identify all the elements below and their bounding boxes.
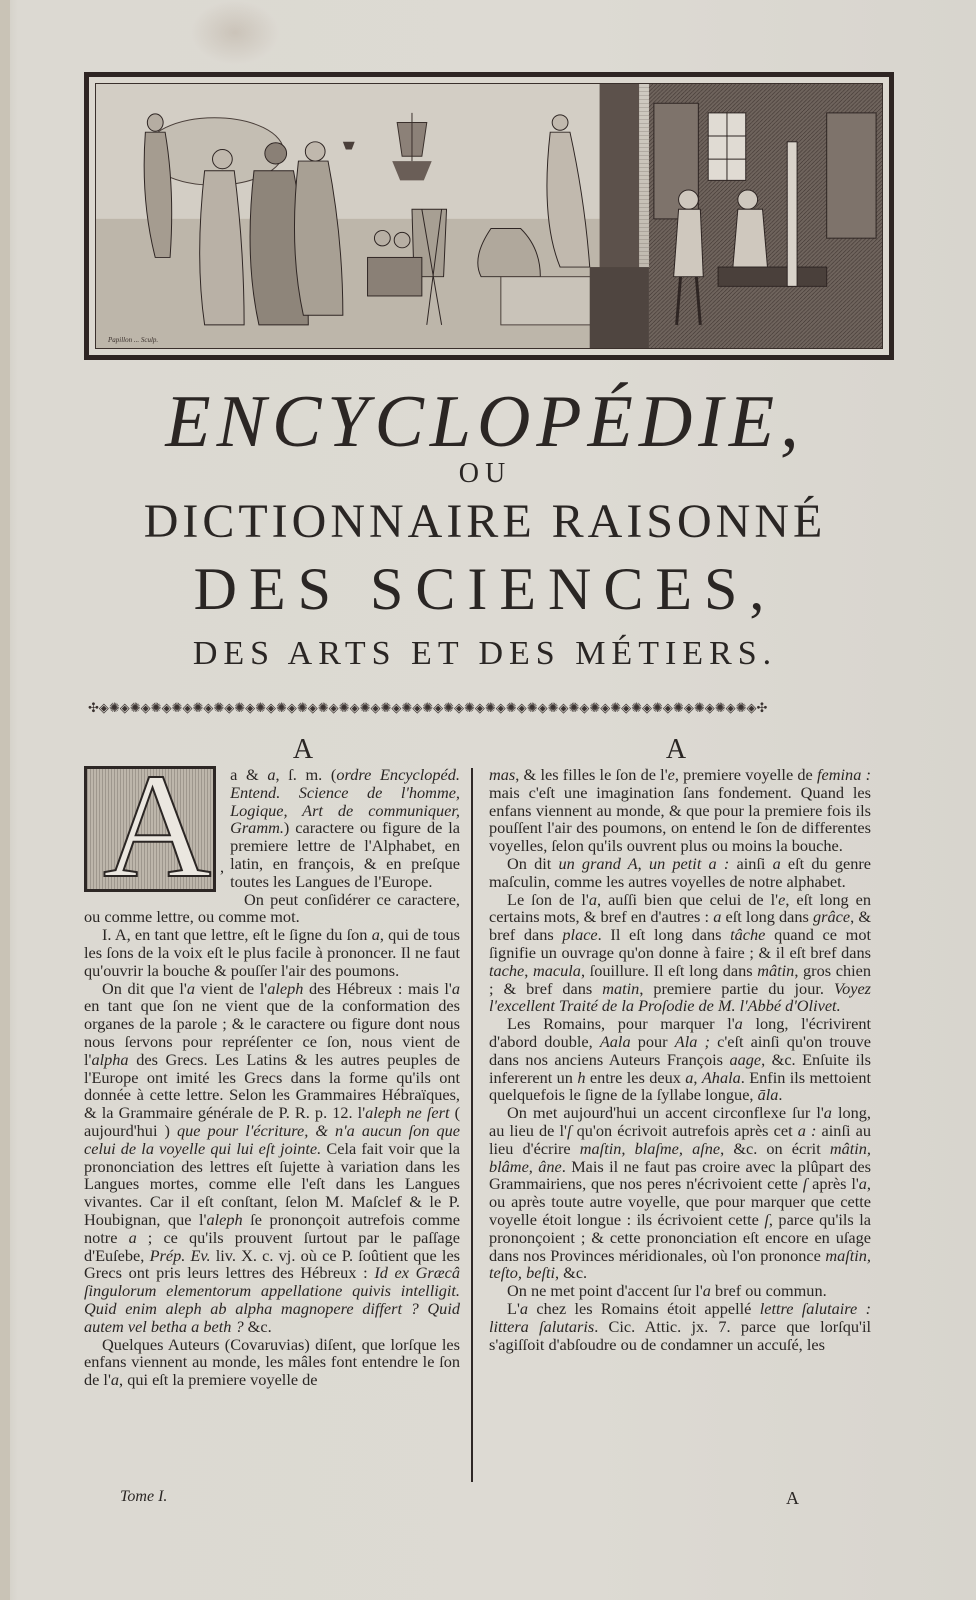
- dropcap-woodcut: [84, 766, 216, 892]
- paragraph: I. A, en tant que lettre, eſt le ſigne du ſon a, qui de tous les ſons de la voix eſt le plus facile à prononcer. Il ne faut qu'ouvrir la bouche & pouſſer l'air des poumons.: [84, 925, 460, 980]
- paragraph: On peut conſidérer ce caractere, ou comme lettre, ou comme mot.: [84, 889, 460, 927]
- engraving-illustration-icon: [96, 84, 882, 348]
- engraving-image: [95, 83, 883, 349]
- paragraph: On met aujourd'hui un accent circonflexe ſur l'a long, au lieu de l'ſ qu'on écrivoit autrefois après cet a : ainſi au lieu d'écrire maſtin, blaſme, aſne, &c. on écrit mâtin, blâme, âne. Mais il ne faut pas croire avec la plûpart des Grammairiens, que nos peres n'écrivoient cette ſ après l'a, ou après toute autre voyelle, que pour marquer que cette voyelle étoit longue : ils écrivoient cette ſ, parce qu'ils la prononçoient ; & cette prononciation eſt encore en uſage dans nos Provinces méridionales, où l'on prononce maſtin, teſto, beſti, &c.: [489, 1103, 872, 1283]
- title-des-sciences: DES SCIENCES,: [193, 556, 777, 622]
- title-des-arts: DES ARTS ET DES MÉTIERS.: [192, 635, 778, 672]
- left-column: [84, 766, 460, 1389]
- paragraph: Les Romains, pour marquer l'a long, l'écrivirent d'abord double, Aala pour Ala ; c'eſt ainſi qu'on trouve dans nos anciens Auteurs François aage, &c. Enſuite ils infererent un h entre les deux a, Ahala. Enfin ils mettoient quelquefois le ſigne de la ſyllabe longue, āla.: [489, 1014, 872, 1105]
- title-dictionnaire: DICTIONNAIRE RAISONNÉ: [143, 495, 827, 548]
- right-column: [489, 766, 871, 1353]
- paragraph: On dit un grand A, un petit a : ainſi a eſt du genre maſculin, comme les autres voyelles de notre alphabet.: [489, 853, 872, 891]
- paragraph: On dit que l'a vient de l'aleph des Hébreux : mais l'a en tant que ſon ne vient que de la conformation des organes de la parole ; & le caractere ou figure dont nous nous ſervons pour repréſenter ce ſon, nous vient de l'alpha des Grecs. Les Latins & les autres peuples de l'Europe ont imité les Grecs dans la forme qu'ils ont donnée à cette lettre. Selon les Grammaires Hébraïques, & la Grammaire générale de P. R. p. 12. l'aleph ne ſert ( aujourd'hui ) que pour l'écriture, & n'a aucun ſon que celui de la voyelle qui lui eſt jointe. Cela fait voir que la prononciation des lettres eſt ſujette à variation dans les Langues mortes, comme elle l'eſt dans les Langues vivantes. Car il eſt conſtant, ſelon M. Maſclef & le P. Houbignan, que l'aleph ſe prononçoit autrefois comme notre a ; ce qu'ils prouvent ſurtout par le paſſage d'Euſebe, Prép. Ev. liv. X. c. vj. où ce P. ſoûtient que les Grecs ont pris leurs lettres des Hébreux : Id ex Græcâ ſingulorum elementorum appellatione quivis intelligit. Quid enim aleph ab alpha magnopere differt ? Quid autem vel betha a beth ? &c.: [84, 978, 461, 1336]
- dropcap-comma: ,: [220, 857, 225, 876]
- title-ou: OU: [458, 458, 512, 489]
- dropcap-letter: A: [103, 766, 212, 892]
- column-divider: [471, 768, 473, 1482]
- engraver-credit: Papillon ... Sculp.: [108, 336, 159, 344]
- left-column-header: A: [292, 734, 314, 765]
- entry-a-definition: a & a, ſ. m. (ordre Encyclopéd. Entend. Science de l'homme, Logique, Art de communiquer, Gramm.) caractere ou figure de la premiere lettre de l'Alphabet, en latin, en françois, & en preſque toutes les Langues de l'Europe.: [230, 765, 460, 891]
- paragraph: On ne met point d'accent ſur l'a bref ou commun.: [507, 1281, 827, 1301]
- volume-label: Tome I.: [120, 1488, 168, 1505]
- signature-mark: A: [786, 1488, 799, 1508]
- paragraph: Quelques Auteurs (Covaruvias) diſent, que lorſque les enfans viennent au monde, les mâles font entendre le ſon de l'a, qui eſt la premiere voyelle de: [84, 1334, 460, 1390]
- ornamental-rule: ✣◈✺◈✺◈✺◈✺◈✺◈✺◈✺◈✺◈✺◈✺◈✺◈✺◈✺◈✺◈✺◈✺◈✺◈✺◈✺◈✺◈✺◈✺◈✺◈✺◈✺◈✺◈✺◈✺◈✺◈✺◈✺◈✣: [88, 700, 768, 715]
- paragraph: L'a chez les Romains étoit appellé lettre ſalutaire : littera ſalutaris. Cic. Attic. jx. 7. parce que lorſqu'il s'agiſſoit d'abſoudre ou de condamner un accuſé, les: [489, 1298, 871, 1354]
- title-encyclopedie: ENCYCLOPÉDIE,: [165, 381, 805, 463]
- paragraph: mas, & les filles le ſon de l'e, premiere voyelle de femina : mais c'eſt une imagination ſans fondement. Quand les enfans viennent au monde, & que pour la premiere fois ils pouſſent l'air des poumons, on entend le ſon de differentes voyelles, ſelon qu'ils ouvrent plus ou moins la bouche.: [489, 765, 871, 856]
- paragraph: Le ſon de l'a, auſſi bien que celui de l'e, eſt long en certains mots, & bref en d'autres : a eſt long dans grâce, & bref dans place. Il eſt long dans tâche quand ce mot ſignifie un ouvrage qu'on donne à faire ; & il eſt bref dans tache, macula, ſouillure. Il eſt long dans mâtin, gros chien ; & bref dans matin, premiere partie du jour. Voyez l'excellent Traité de la Proſodie de M. l'Abbé d'Olivet.: [489, 889, 872, 1016]
- right-column-header: A: [665, 734, 687, 765]
- page-edge: [0, 0, 10, 1600]
- paper-stain: [190, 0, 280, 65]
- headpiece-engraving: [84, 72, 894, 360]
